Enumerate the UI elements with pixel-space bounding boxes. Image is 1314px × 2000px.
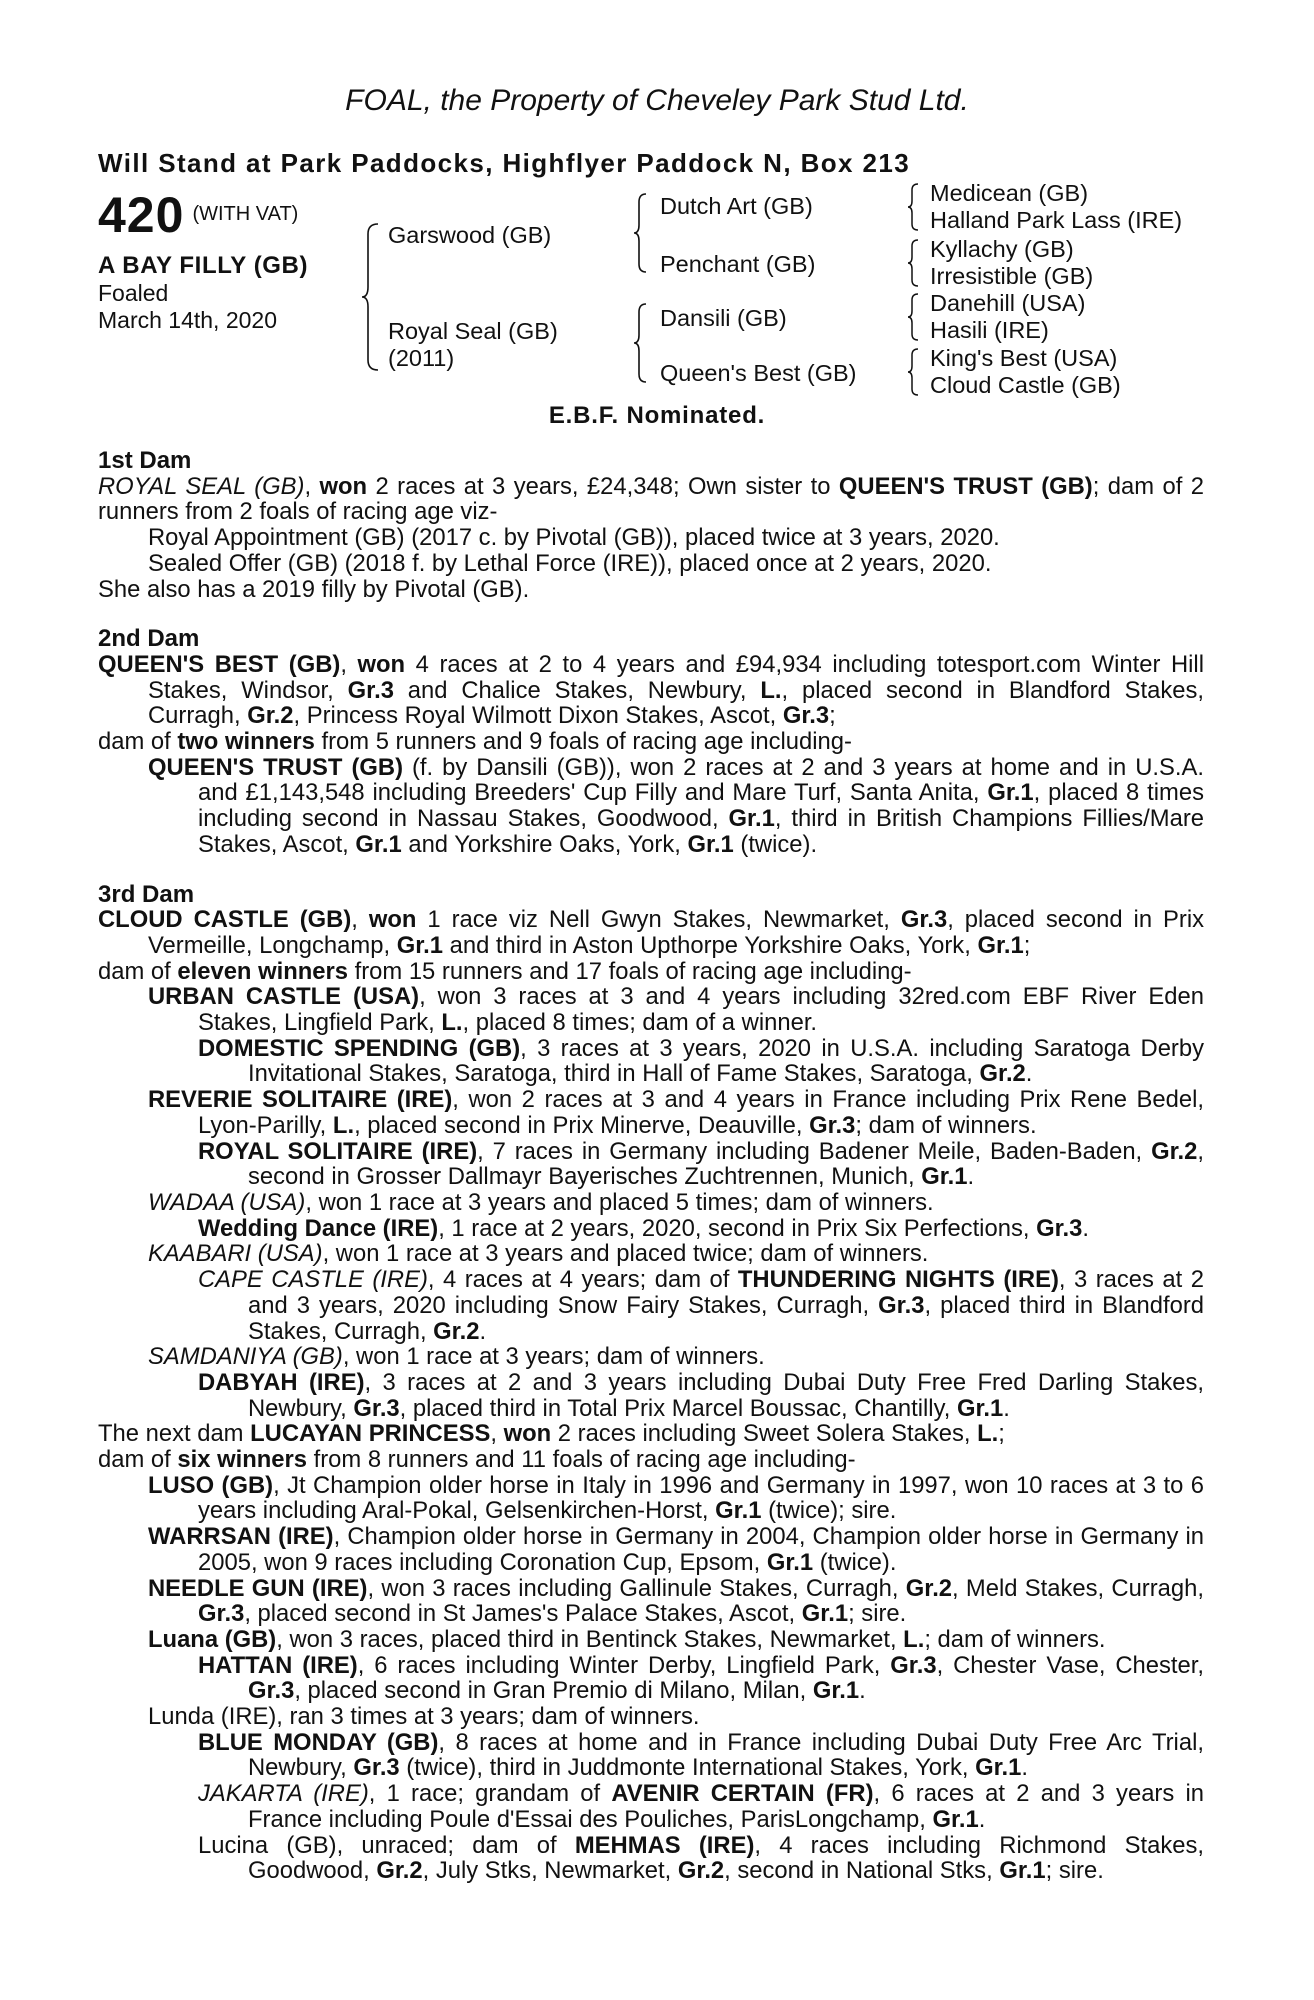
bold-run: Gr.3	[353, 1754, 400, 1782]
bold-run: Gr.1	[715, 1497, 762, 1525]
bold-run: QUEEN'S TRUST (GB)	[148, 753, 404, 781]
text-run: , 1 race at 2 years, 2020, second in Prix Six Perfections,	[438, 1214, 1037, 1242]
italic-run: CAPE CASTLE (IRE)	[198, 1266, 428, 1294]
lot-block	[98, 186, 298, 244]
stand-location: Will Stand at Park Paddocks, Highflyer Paddock N, Box 213	[98, 148, 911, 178]
text-run: (twice).	[733, 830, 818, 858]
bold-run: Gr.3	[900, 906, 948, 934]
text-run: ; sire.	[1045, 1857, 1104, 1885]
pedigree-brace-dam	[632, 302, 648, 384]
text-run: ,	[351, 906, 369, 934]
bold-run: Gr.1	[728, 805, 775, 833]
pedigree-brace-g3	[906, 292, 920, 342]
text-run: ,	[490, 1420, 504, 1448]
text-run: , won 2 races at 3 and 4 years in France including Prix Rene Bedel, Lyon-Parilly,	[198, 1086, 1204, 1139]
page-title: FOAL, the Property of Cheveley Park Stud Ltd.	[345, 84, 969, 117]
next-dam-produce-1	[98, 1473, 1204, 1524]
text-run: , won 1 race at 3 years; dam of winners.	[342, 1343, 765, 1371]
foaled-label: Foaled	[98, 280, 169, 306]
bold-run: CLOUD CASTLE (GB)	[98, 906, 352, 934]
bold-run: Gr.1	[801, 1600, 849, 1628]
text-run: ,	[340, 650, 358, 678]
third-dam-produce-1a	[98, 1036, 1204, 1087]
bold-run: Gr.3	[347, 676, 394, 704]
text-run: Lunda (IRE), ran 3 times at 3 years; dam of winners.	[148, 1703, 700, 1731]
first-dam-produce-2: Sealed Offer (GB) (2018 f. by Lethal Force (IRE)), placed once at 2 years, 2020.	[148, 549, 992, 577]
text-run: .	[978, 1805, 986, 1833]
third-dam-produce-3a	[98, 1216, 1204, 1242]
pedigree-gen3-6: Hasili (IRE)	[930, 317, 1049, 343]
italic-run: JAKARTA (IRE)	[198, 1780, 369, 1808]
text-run: (twice); sire.	[761, 1497, 897, 1525]
text-run: , won 3 races including Gallinule Stakes, Curragh,	[367, 1574, 906, 1602]
text-run: , third in British Champions Fillies/Mare Stakes, Ascot,	[198, 805, 1204, 858]
text-run: .	[1003, 1394, 1010, 1422]
text-run: and Yorkshire Oaks, York,	[401, 830, 688, 858]
text-run: (twice), third in Juddmonte International Stakes, York,	[399, 1754, 976, 1782]
text-run: .	[479, 1317, 487, 1345]
text-run: , 4 races at 4 years; dam of	[427, 1266, 738, 1294]
bold-run: URBAN CASTLE (USA)	[148, 983, 420, 1011]
text-run: , Chester Vase, Chester,	[936, 1651, 1204, 1679]
bold-run: Gr.2	[247, 702, 294, 730]
sire-sire-name: Dutch Art (GB)	[660, 193, 813, 219]
text-run: and Chalice Stakes, Newbury,	[393, 676, 761, 704]
next-dam-produce-2	[98, 1524, 1204, 1575]
third-dam-produce-5	[98, 1344, 1204, 1370]
bold-run: Luana (GB)	[148, 1625, 277, 1653]
bold-run: two winners	[177, 728, 315, 756]
third-dam-produce-2	[98, 1087, 1204, 1138]
pedigree-gen3-8: Cloud Castle (GB)	[930, 372, 1121, 398]
text-run: from 15 runners and 17 foals of racing age including-	[348, 957, 912, 985]
third-dam-produce-5a	[98, 1370, 1204, 1421]
pedigree-brace-sire	[632, 192, 648, 274]
text-run: dam of	[98, 957, 178, 985]
dam-sire-name: Dansili (GB)	[660, 305, 787, 331]
bold-run: THUNDERING NIGHTS (IRE)	[737, 1266, 1059, 1294]
pedigree-gen3-2: Halland Park Lass (IRE)	[930, 207, 1183, 233]
bold-run: Gr.1	[987, 779, 1034, 807]
bold-run: Gr.3	[878, 1291, 925, 1319]
text-run: .	[1082, 1214, 1090, 1242]
bold-run: Gr.2	[376, 1857, 423, 1885]
text-run: , placed second in Prix Vermeille, Longchamp,	[148, 906, 1205, 959]
third-dam-produce-intro	[98, 959, 1204, 985]
pedigree-gen3-1: Medicean (GB)	[930, 180, 1089, 206]
first-dam-summary	[98, 474, 1204, 525]
bold-run: Gr.3	[809, 1111, 856, 1139]
bold-run: Gr.1	[932, 1805, 979, 1833]
text-run: , placed second in St James's Palace Stakes, Ascot,	[244, 1600, 802, 1628]
text-run: , placed 8 times; dam of a winner.	[462, 1009, 818, 1037]
text-run: ;	[829, 702, 836, 730]
bold-run: won	[357, 650, 406, 678]
text-run: , placed second in Gran Premio di Milano, Milan,	[294, 1677, 813, 1705]
bold-run: six winners	[177, 1446, 307, 1474]
text-run: dam of	[98, 728, 178, 756]
text-run: 1 race viz Nell Gwyn Stakes, Newmarket,	[416, 906, 901, 934]
bold-run: QUEEN'S BEST (GB)	[98, 650, 341, 678]
next-dam-produce-4	[98, 1627, 1204, 1653]
bold-run: BLUE MONDAY (GB)	[198, 1728, 439, 1756]
next-dam-produce-3	[98, 1576, 1204, 1627]
third-dam-produce-2a	[98, 1139, 1204, 1190]
bold-run: L.	[332, 1111, 355, 1139]
bold-run: Gr.1	[396, 931, 443, 959]
next-dam-produce-intro	[98, 1447, 1204, 1473]
text-run: , 4 races including Richmond Stakes, Goodwood,	[248, 1831, 1204, 1885]
pedigree-gen3-4: Irresistible (GB)	[930, 263, 1094, 289]
text-run: , Meld Stakes, Curragh,	[952, 1574, 1204, 1602]
text-run: , placed third in Blandford Stakes, Curragh,	[248, 1291, 1204, 1345]
horse-description: A BAY FILLY (GB)	[98, 252, 309, 279]
text-run: , won 1 race at 3 years and placed twice; dam of winners.	[322, 1240, 929, 1268]
bold-run: AVENIR CERTAIN (FR)	[611, 1780, 874, 1808]
pedigree-gen3-5: Danehill (USA)	[930, 290, 1086, 316]
bold-run: L.	[441, 1009, 463, 1037]
text-run: , placed 8 times including second in Nassau Stakes, Goodwood,	[198, 779, 1204, 833]
bold-run: Gr.1	[977, 931, 1024, 959]
text-run: from 5 runners and 9 foals of racing age including-	[314, 728, 852, 756]
text-run: (f. by Dansili (GB)), won 2 races at 2 and 3 years at home and in U.S.A. and £1,143,548 including Breeders' Cup Filly and Mare Turf, Santa Anita,	[198, 753, 1205, 807]
bold-run: Gr.1	[999, 1857, 1046, 1885]
next-dam-produce-5b	[98, 1781, 1204, 1832]
bold-run: won	[368, 906, 417, 934]
bold-run: MEHMAS (IRE)	[574, 1831, 755, 1859]
bold-run: Gr.2	[979, 1060, 1026, 1088]
pedigree-gen3-3: Kyllachy (GB)	[930, 236, 1074, 262]
text-run: , placed second in Prix Minerve, Deauville,	[354, 1111, 810, 1139]
vat-note: (WITH VAT)	[192, 203, 299, 225]
bold-run: Gr.2	[433, 1317, 480, 1345]
text-run: ;	[998, 1420, 1005, 1448]
text-run: , placed second in Blandford Stakes, Curragh,	[148, 676, 1204, 730]
text-run: , 3 races at 3 years, 2020 in U.S.A. including Saratoga Derby Invitational Stakes, Saratoga, third in Hall of Fame Stakes, Saratoga,	[248, 1034, 1204, 1088]
catalogue-content	[98, 448, 1204, 1884]
bold-run: DOMESTIC SPENDING (GB)	[198, 1034, 521, 1062]
bold-run: L.	[903, 1625, 925, 1653]
text-run: , 3 races at 2 and 3 years including Dubai Duty Free Fred Darling Stakes, Newbury,	[248, 1368, 1204, 1422]
text-run: , Champion older horse in Germany in 2004, Champion older horse in Germany in 2005, won 9 races including Coronation Cup, Epsom,	[198, 1523, 1204, 1576]
text-run: , 8 races at home and in France including Dubai Duty Free Arc Trial, Newbury,	[248, 1728, 1204, 1782]
text-run: ,	[304, 472, 320, 500]
text-run: 2 races including Sweet Solera Stakes,	[551, 1420, 978, 1448]
text-run: , 6 races including Winter Derby, Lingfield Park,	[357, 1651, 891, 1679]
text-run: , Princess Royal Wilmott Dixon Stakes, Ascot,	[293, 702, 783, 730]
bold-run: REVERIE SOLITAIRE (IRE)	[148, 1086, 453, 1114]
third-dam-heading: 3rd Dam	[98, 880, 195, 908]
bold-run: Gr.2	[905, 1574, 953, 1602]
bold-run: QUEEN'S TRUST (GB)	[838, 472, 1093, 500]
bold-run: Gr.3	[890, 1651, 937, 1679]
second-dam-produce-intro	[98, 729, 1204, 755]
text-run: , placed third in Total Prix Marcel Boussac, Chantilly,	[399, 1394, 957, 1422]
next-dam-summary	[98, 1421, 1204, 1447]
text-run: ; dam of winners.	[924, 1625, 1106, 1653]
third-dam-summary	[98, 907, 1204, 958]
italic-run: KAABARI (USA)	[148, 1240, 323, 1268]
pedigree-brace-g1	[906, 182, 920, 232]
italic-run: WADAA (USA)	[148, 1188, 306, 1216]
bold-run: Wedding Dance (IRE)	[198, 1214, 439, 1242]
third-dam-produce-3	[98, 1190, 1204, 1216]
next-dam-produce-4a	[98, 1653, 1204, 1704]
bold-run: L.	[760, 676, 782, 704]
second-dam-produce-1	[98, 755, 1204, 858]
text-run: 2 races at 3 years, £24,348; Own sister to	[367, 472, 839, 500]
bold-run: Gr.1	[355, 830, 402, 858]
text-run: 4 races at 2 to 4 years and £94,934 including totesport.com Winter Hill Stakes, Windsor,	[148, 650, 1204, 704]
lot-number: 420	[98, 187, 185, 243]
text-run: .	[967, 1163, 975, 1191]
text-run: , July Stks, Newmarket,	[422, 1857, 678, 1885]
first-dam-heading: 1st Dam	[98, 447, 192, 474]
text-run: , 1 race; grandam of	[368, 1780, 612, 1808]
second-dam-summary	[98, 652, 1204, 729]
text-run: , won 3 races, placed third in Bentinck Stakes, Newmarket,	[276, 1625, 904, 1653]
dam-dam-name: Queen's Best (GB)	[660, 360, 857, 386]
bold-run: Gr.1	[921, 1163, 968, 1191]
first-dam-note: She also has a 2019 filly by Pivotal (GB).	[98, 575, 530, 603]
text-run: dam of	[98, 1446, 178, 1474]
bold-run: won	[319, 472, 368, 500]
text-run: Lucina (GB), unraced; dam of	[198, 1831, 575, 1859]
dam-year: (2011)	[388, 345, 455, 371]
bold-run: Gr.1	[956, 1394, 1004, 1422]
bold-run: Gr.3	[198, 1600, 245, 1628]
next-dam-produce-5a	[98, 1730, 1204, 1781]
ebf-nominated: E.B.F. Nominated.	[548, 402, 766, 429]
bold-run: DABYAH (IRE)	[198, 1368, 365, 1396]
third-dam-produce-4a	[98, 1267, 1204, 1344]
next-dam-produce-5c	[98, 1833, 1204, 1884]
text-run: ; dam of 2 runners from 2 foals of racing age viz-	[98, 472, 1205, 526]
text-run: , Jt Champion older horse in Italy in 1996 and Germany in 1997, won 10 races at 3 to 6 years including Aral-Pokal, Gelsenkirchen-Horst,	[198, 1471, 1204, 1525]
text-run: (twice).	[813, 1548, 897, 1576]
italic-run: ROYAL SEAL (GB)	[98, 472, 305, 500]
bold-run: Gr.1	[766, 1548, 814, 1576]
text-run: The next dam	[98, 1420, 251, 1448]
text-run: ;	[1023, 931, 1031, 959]
bold-run: Gr.2	[1151, 1137, 1198, 1165]
text-run: .	[1021, 1754, 1028, 1782]
first-dam-produce-1: Royal Appointment (GB) (2017 c. by Pivotal (GB)), placed twice at 3 years, 2020.	[148, 524, 1000, 552]
third-dam-produce-1	[98, 984, 1204, 1035]
bold-run: eleven winners	[177, 957, 348, 985]
bold-run: Gr.1	[687, 830, 734, 858]
text-run: , won 1 race at 3 years and placed 5 times; dam of winners.	[305, 1188, 934, 1216]
text-run: .	[859, 1677, 866, 1705]
italic-run: SAMDANIYA (GB)	[148, 1343, 343, 1371]
bold-run: LUCAYAN PRINCESS	[250, 1420, 491, 1448]
text-run: from 8 runners and 11 foals of racing age including-	[307, 1446, 856, 1474]
bold-run: ROYAL SOLITAIRE (IRE)	[198, 1137, 478, 1165]
text-run: , 3 races at 2 and 3 years, 2020 including Snow Fairy Stakes, Curragh,	[248, 1266, 1204, 1319]
bold-run: L.	[977, 1420, 999, 1448]
text-run: , 7 races in Germany including Badener Meile, Baden-Baden,	[477, 1137, 1152, 1165]
sire-dam-name: Penchant (GB)	[660, 251, 816, 277]
pedigree-brace-g4	[906, 347, 920, 397]
foaled-date: March 14th, 2020	[98, 307, 278, 333]
text-run: .	[1025, 1060, 1033, 1088]
text-run: ; sire.	[848, 1600, 907, 1628]
text-run: , second in National Stks,	[724, 1857, 1000, 1885]
text-run: , 6 races at 2 and 3 years in France including Poule d'Essai des Pouliches, ParisLongchamp,	[248, 1780, 1204, 1833]
bold-run: won	[503, 1420, 552, 1448]
text-run: and third in Aston Upthorpe Yorkshire Oaks, York,	[443, 931, 978, 959]
bold-run: WARRSAN (IRE)	[148, 1523, 334, 1551]
bold-run: Gr.3	[1036, 1214, 1083, 1242]
text-run: ; dam of winners.	[855, 1111, 1037, 1139]
next-dam-produce-5	[98, 1704, 1204, 1730]
pedigree-brace-main	[360, 222, 380, 372]
second-dam-heading: 2nd Dam	[98, 625, 200, 653]
bold-run: Gr.2	[677, 1857, 725, 1885]
pedigree-brace-g2	[906, 238, 920, 288]
bold-run: Gr.3	[248, 1677, 295, 1705]
bold-run: Gr.3	[353, 1394, 400, 1422]
sire-name: Garswood (GB)	[388, 222, 552, 248]
bold-run: HATTAN (IRE)	[198, 1651, 358, 1679]
dam-name: Royal Seal (GB)	[388, 318, 558, 344]
pedigree-gen3-7: King's Best (USA)	[930, 345, 1118, 371]
bold-run: Gr.1	[812, 1677, 860, 1705]
bold-run: Gr.1	[975, 1754, 1022, 1782]
bold-run: Gr.3	[782, 702, 830, 730]
text-run: , won 3 races at 3 and 4 years including 32red.com EBF River Eden Stakes, Lingfield Park,	[198, 983, 1204, 1037]
bold-run: NEEDLE GUN (IRE)	[148, 1574, 368, 1602]
bold-run: LUSO (GB)	[148, 1471, 274, 1499]
text-run: , second in Grosser Dallmayr Bayerisches Zuchtrennen, Munich,	[248, 1137, 1204, 1191]
third-dam-produce-4	[98, 1241, 1204, 1267]
